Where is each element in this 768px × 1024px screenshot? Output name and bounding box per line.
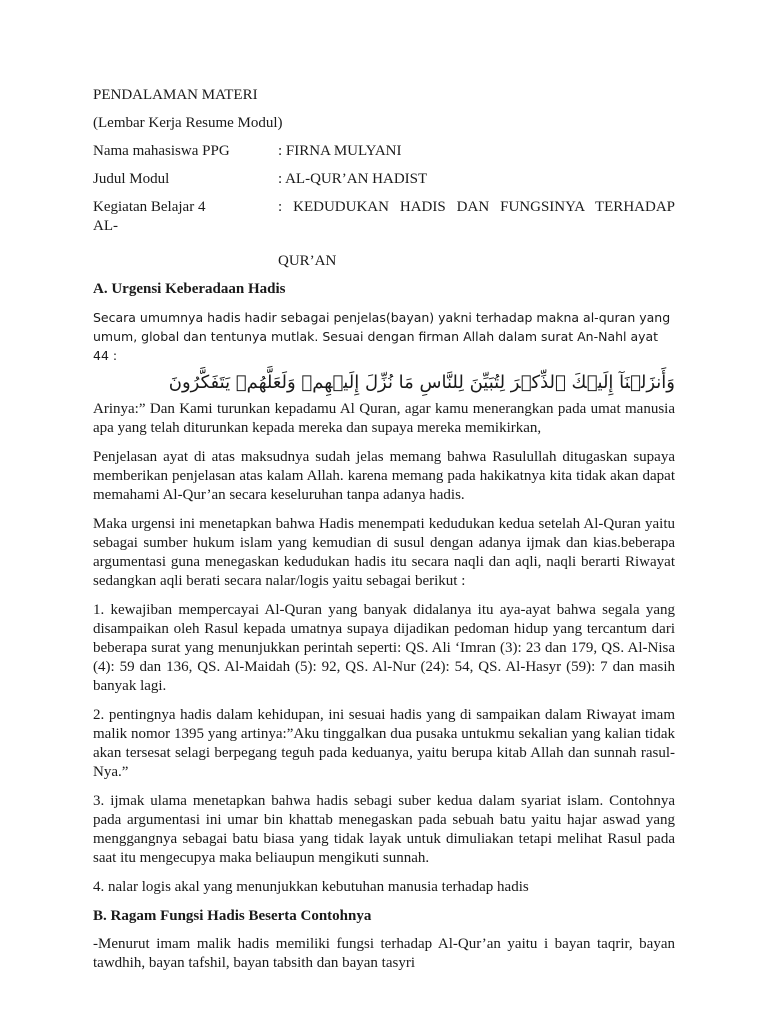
- field-judul-modul: [93, 170, 675, 189]
- section-b-heading: B. Ragam Fungsi Hadis Beserta Contohnya: [93, 908, 372, 924]
- paragraph-translation: Arinya:” Dan Kami turunkan kepadamu Al Quran, agar kamu menerangkan pada umat manusia apa yang telah diturunkan kepada mereka dan supaya mereka memikirkan,: [93, 401, 675, 436]
- section-a-intro: Secara umumnya hadis hadir sebagai penjelas(bayan) yakni terhadap makna al-quran yang umum, global dan tentunya mutlak. Sesuai dengan firman Allah dalam surat An-Nahl ayat 44 :: [93, 310, 671, 363]
- paragraph-explanation: Penjelasan ayat di atas maksudnya sudah jelas memang bahwa Rasulullah ditugaskan supaya memberikan penjelasan atas kalam Allah. karena memang pada hakikatnya kita tidak akan dapat memahami Al-Qur’an secara keseluruhan tanpa adanya hadis.: [93, 449, 675, 503]
- field-label: [93, 198, 278, 236]
- paragraph-urgency: Maka urgensi ini menetapkan bahwa Hadis menempati kedudukan kedua setelah Al-Quran yaitu sebagai sumber hukum islam yang kemudian di susul dengan adanya ijmak dan kias.beberapa argumentasi guna menegaskan kedudukan hadis itu secara naqli dan aqli, naqli berarti Riwayat sedangkan aqli berati secara nalar/logis yaitu sebagai berikut :: [93, 516, 675, 589]
- document-title: PENDALAMAN MATERI: [93, 87, 258, 103]
- list-item-2: 2. pentingnya hadis dalam kehidupan, ini sesuai hadis yang di sampaikan dalam Riwayat imam malik nomor 1395 yang artinya:”Aku tinggalkan dua pusaka untukmu sekalian yang kalian tidak akan tersesat selagi berpegang teguh pada keduanya, yaitu berupa kitab Allah dan sunnah rasul-Nya.”: [93, 707, 675, 780]
- document-page: [93, 86, 675, 983]
- field-nama-mahasiswa: [93, 142, 675, 161]
- field-label-line: Kegiatan Belajar 4: [93, 199, 206, 215]
- field-label-wrap: AL-: [93, 218, 118, 234]
- field-value: : FIRNA MULYANI: [278, 143, 402, 159]
- field-value: : KEDUDUKAN HADIS DAN FUNGSINYA TERHADAP: [278, 199, 675, 215]
- paragraph-fungsi: -Menurut imam malik hadis memiliki fungsi terhadap Al-Qur’an yaitu i bayan taqrir, bayan tawdhih, bayan tafshil, bayan tabsith dan bayan tasyri: [93, 936, 675, 971]
- list-item-4: 4. nalar logis akal yang menunjukkan kebutuhan manusia terhadap hadis: [93, 879, 529, 895]
- field-value: : AL-QUR’AN HADIST: [278, 171, 428, 187]
- field-value-continuation: QUR’AN: [278, 253, 337, 269]
- list-item-3: 3. ijmak ulama menetapkan bahwa hadis sebagi suber kedua dalam syariat islam. Contohnya pada argumentasi ini umar bin khattab menegaskan pada sebuah batu yaitu hajar aswad yang menggangnya sebagai batu biasa yang tidak layak untuk dimuliakan tetapi melihat Rasul pada saat itu mengecupya maka beliaupun mengikuti sunnah.: [93, 793, 675, 866]
- section-a-heading: A. Urgensi Keberadaan Hadis: [93, 281, 286, 297]
- list-item-1: 1. kewajiban mempercayai Al-Quran yang banyak didalanya itu aya-ayat bahwa segala yang disampaikan oleh Rasul kepada umatnya supaya dijadikan pedoman hidup yang tercantum dari beberapa surat yang menunjukkan perintah seperti: QS. Ali ‘Imran (3): 23 dan 179, QS. Al-Nisa (4): 59 dan 136, QS. Al-Maidah (5): 92, QS. Al-Nur (24): 54, QS. Al-Hasyr (59): 7 dan masih banyak lagi.: [93, 602, 675, 694]
- document-subtitle: (Lembar Kerja Resume Modul): [93, 115, 283, 131]
- field-kegiatan-belajar: [93, 198, 675, 236]
- field-label: Judul Modul: [93, 171, 170, 187]
- arabic-verse: وَأَنزَلۡنَآ إِلَيۡكَ ٱلذِّكۡرَ لِتُبَيِّنَ لِلنَّاسِ مَا نُزِّلَ إِلَيۡهِمۡ وَلَعَلَّهُمۡ يَتَفَكَّرُونَ: [168, 372, 675, 393]
- field-label: Nama mahasiswa PPG: [93, 143, 230, 159]
